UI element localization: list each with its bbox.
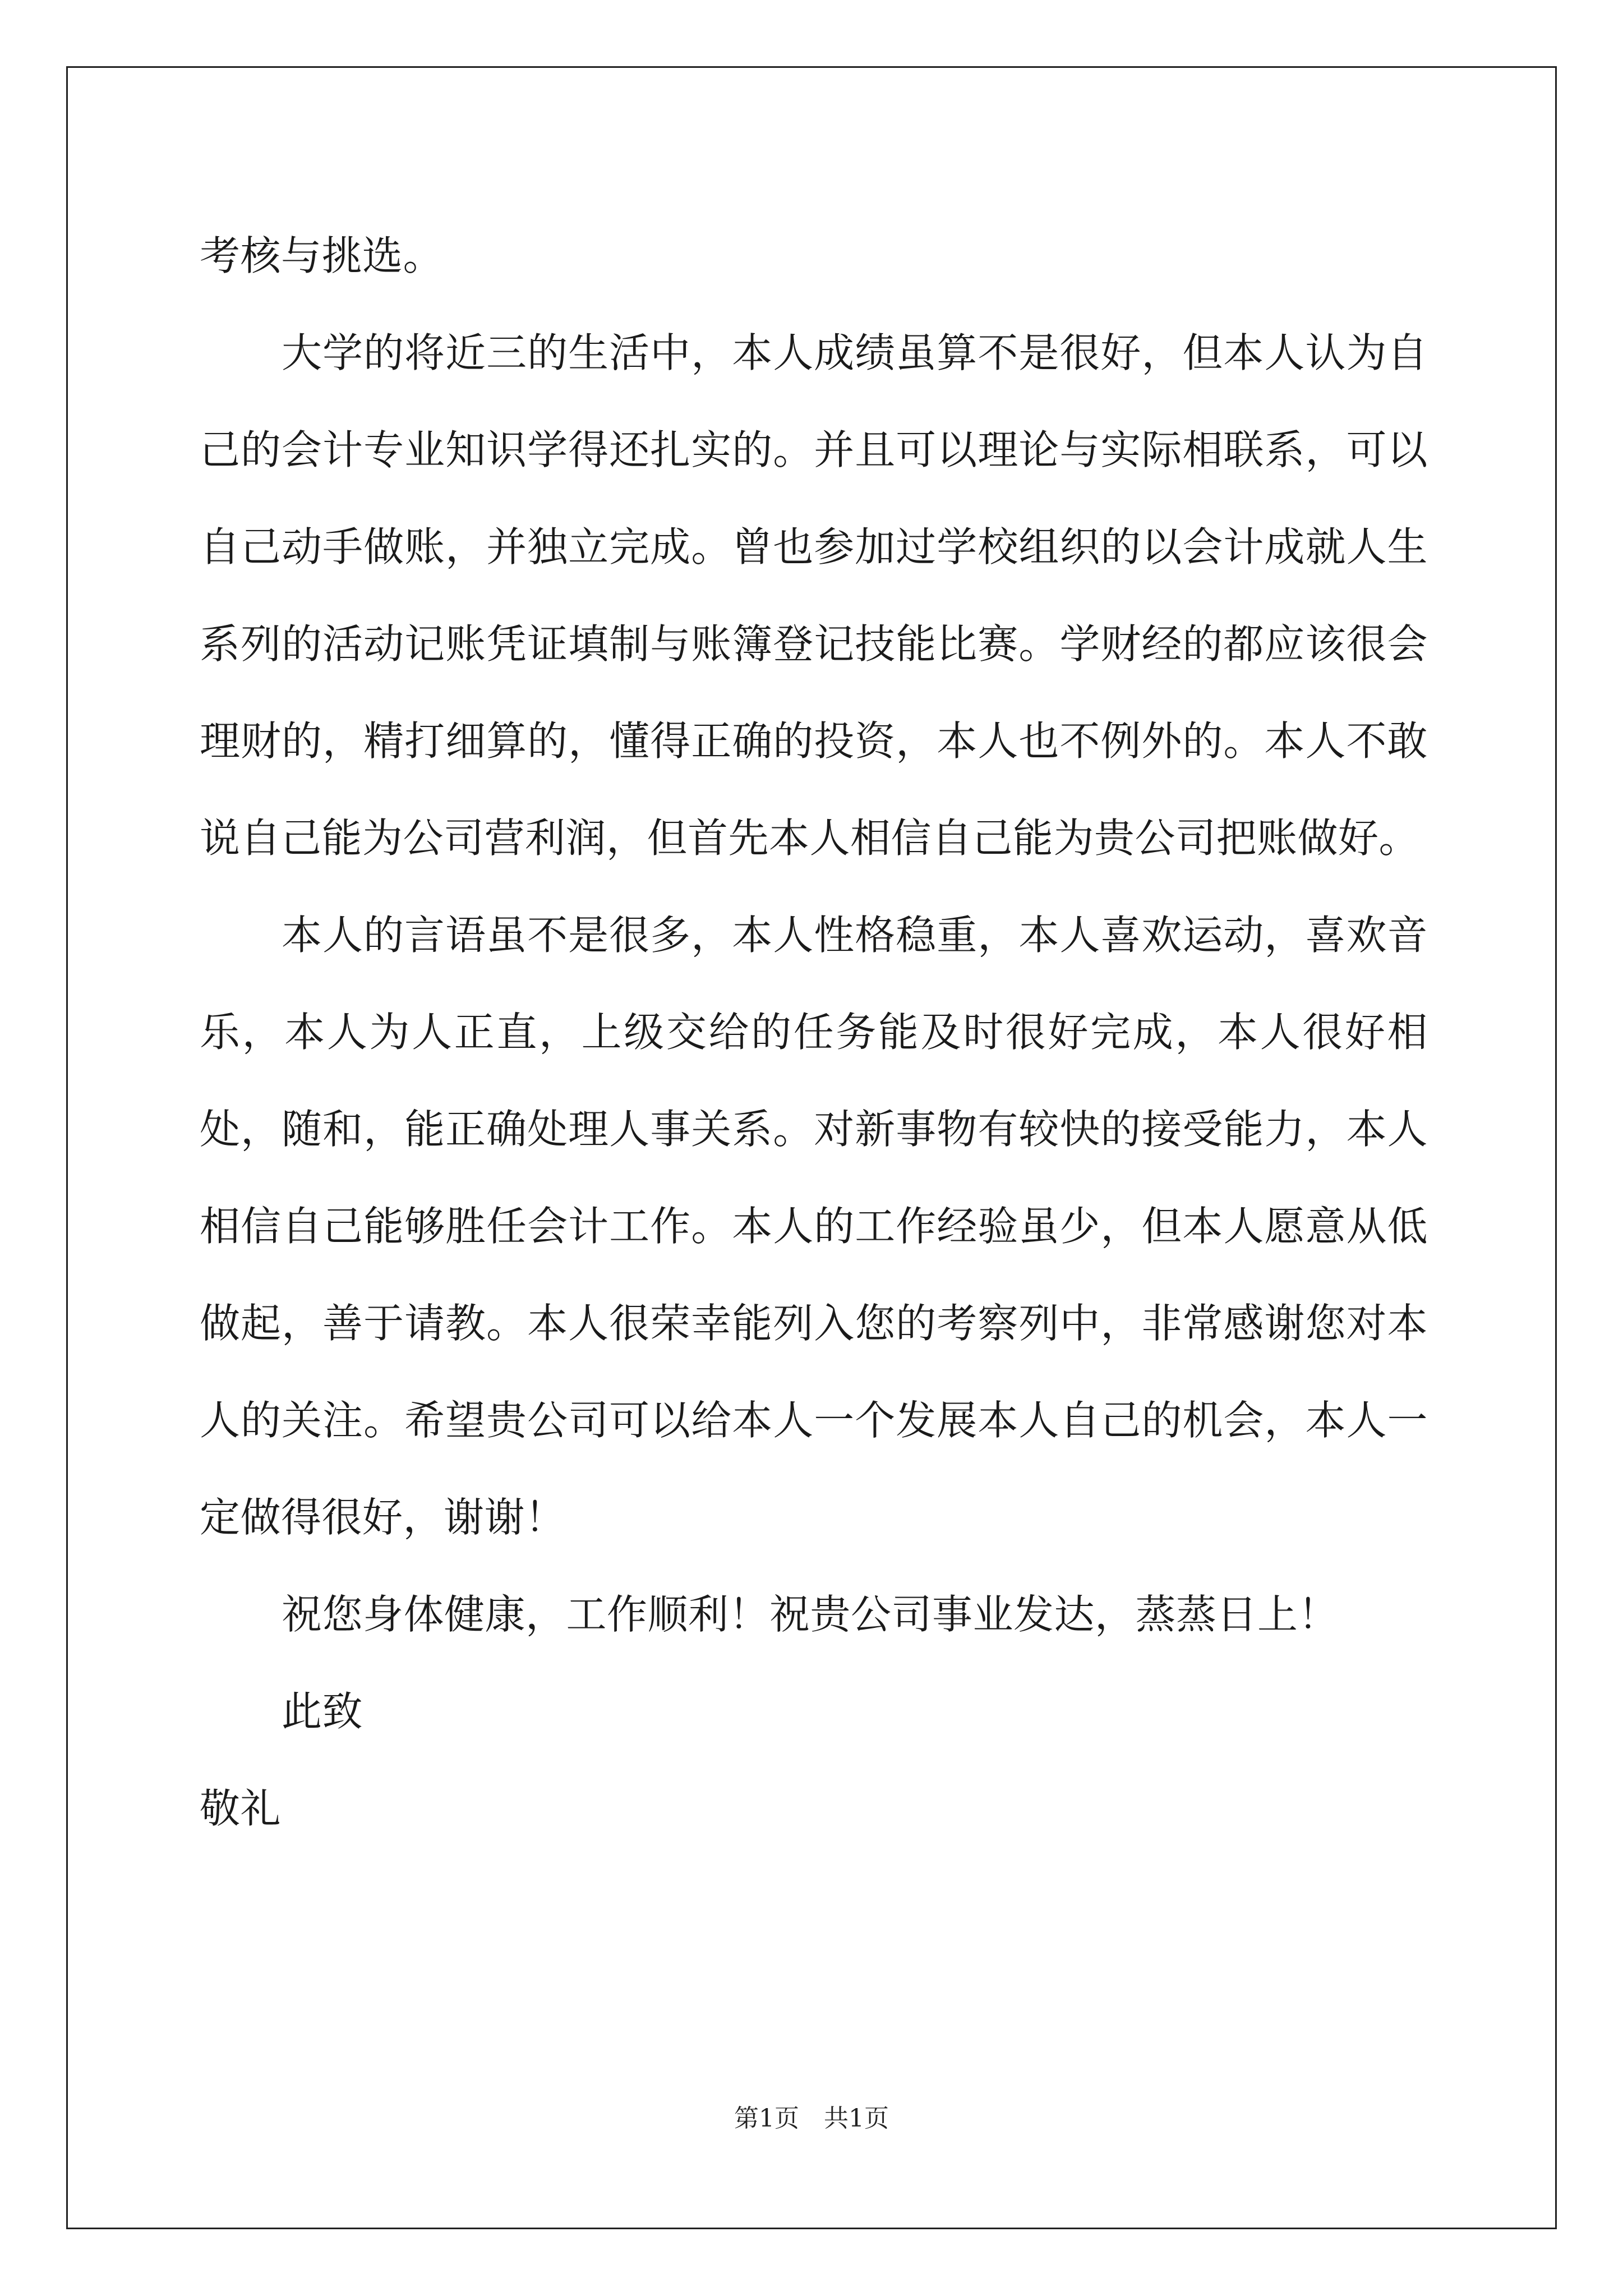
salutation-jingli: 敬礼 [200, 1785, 282, 1832]
letter-body [200, 208, 1428, 1857]
salutation-cizhi: 此致 [282, 1688, 363, 1735]
closing-wish: 祝您身体健康，工作顺利！祝贵公司事业发达，蒸蒸日上！ [282, 1591, 1339, 1638]
page-number: 第1页 共1页 [734, 2104, 889, 2133]
paragraph-1: 考核与挑选。 [200, 232, 444, 279]
paragraph-3: 本人的言语虽不是很多，本人性格稳重，本人喜欢运动，喜欢音乐，本人为人正直，上级交给的任务能及时很好完成，本人很好相处，随和，能正确处理人事关系。对新事物有较快的接受能力，本人相信自己能够胜任会计工作。本人的工作经验虽少，但本人愿意从低做起，善于请教。本人很荣幸能列入您的考察列中，非常感谢您对本人的关注。希望贵公司可以给本人一个发展本人自己的机会，本人一定做得很好，谢谢！ [200, 912, 1428, 1541]
paragraph-2: 大学的将近三的生活中，本人成绩虽算不是很好，但本人认为自己的会计专业知识学得还扎实的。并且可以理论与实际相联系，可以自己动手做账，并独立完成。曾也参加过学校组织的以会计成就人生系列的活动记账凭证填制与账簿登记技能比赛。学财经的都应该很会理财的，精打细算的，懂得正确的投资，本人也不例外的。本人不敢说自己能为公司营利润，但首先本人相信自己能为贵公司把账做好。 [200, 329, 1428, 862]
